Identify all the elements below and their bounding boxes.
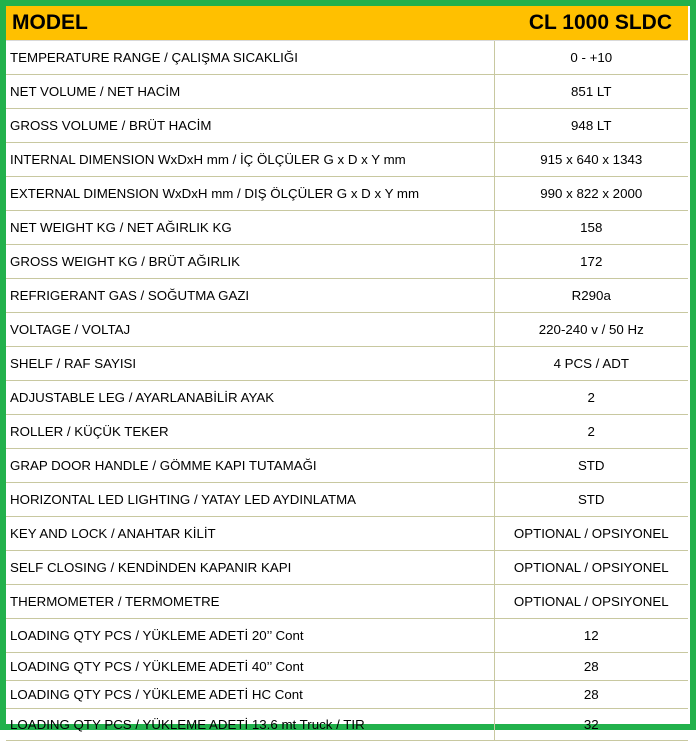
table-row: [6, 143, 688, 177]
spec-label: ADJUSTABLE LEG / AYARLANABİLİR AYAK: [6, 381, 494, 415]
table-row: [6, 483, 688, 517]
spec-label: LOADING QTY PCS / YÜKLEME ADETİ 40’’ Cont: [6, 653, 494, 681]
spec-label: INTERNAL DIMENSION WxDxH mm / İÇ ÖLÇÜLER G x D x Y mm: [6, 143, 494, 177]
table-row: [6, 517, 688, 551]
spec-value: OPTIONAL / OPSIYONEL: [494, 517, 688, 551]
spec-value: 28: [494, 681, 688, 709]
spec-table: [6, 6, 688, 741]
header-row: [6, 6, 688, 41]
spec-value: 4 PCS / ADT: [494, 347, 688, 381]
table-row: [6, 347, 688, 381]
spec-value: 948 LT: [494, 109, 688, 143]
spec-value: R290a: [494, 279, 688, 313]
spec-label: EXTERNAL DIMENSION WxDxH mm / DIŞ ÖLÇÜLER G x D x Y mm: [6, 177, 494, 211]
spec-label: NET VOLUME / NET HACİM: [6, 75, 494, 109]
spec-value: STD: [494, 449, 688, 483]
spec-value: 12: [494, 619, 688, 653]
spec-value: 2: [494, 381, 688, 415]
table-row: [6, 245, 688, 279]
table-row: [6, 681, 688, 709]
table-row: [6, 653, 688, 681]
spec-label: LOADING QTY PCS / YÜKLEME ADETİ HC Cont: [6, 681, 494, 709]
spec-value: 851 LT: [494, 75, 688, 109]
spec-value: STD: [494, 483, 688, 517]
spec-label: THERMOMETER / TERMOMETRE: [6, 585, 494, 619]
spec-label: SHELF / RAF SAYISI: [6, 347, 494, 381]
table-row: [6, 41, 688, 75]
spec-label: HORIZONTAL LED LIGHTING / YATAY LED AYDINLATMA: [6, 483, 494, 517]
spec-label: REFRIGERANT GAS / SOĞUTMA GAZI: [6, 279, 494, 313]
table-row: [6, 415, 688, 449]
spec-value: 28: [494, 653, 688, 681]
spec-value: 32: [494, 709, 688, 741]
spec-value: OPTIONAL / OPSIYONEL: [494, 551, 688, 585]
spec-label: VOLTAGE / VOLTAJ: [6, 313, 494, 347]
spec-label: SELF CLOSING / KENDİNDEN KAPANIR KAPI: [6, 551, 494, 585]
spec-value: OPTIONAL / OPSIYONEL: [494, 585, 688, 619]
table-row: [6, 75, 688, 109]
table-row: [6, 313, 688, 347]
spec-value: 0 - +10: [494, 41, 688, 75]
table-row: [6, 211, 688, 245]
spec-value: 158: [494, 211, 688, 245]
model-label: MODEL: [6, 6, 494, 41]
spec-value: 220-240 v / 50 Hz: [494, 313, 688, 347]
table-row: [6, 449, 688, 483]
table-row: [6, 109, 688, 143]
spec-value: 915 x 640 x 1343: [494, 143, 688, 177]
model-value: CL 1000 SLDC: [494, 6, 688, 41]
table-row: [6, 585, 688, 619]
spec-label: NET WEIGHT KG / NET AĞIRLIK KG: [6, 211, 494, 245]
table-row: [6, 551, 688, 585]
table-row: [6, 619, 688, 653]
table-row: [6, 177, 688, 211]
spec-value: 990 x 822 x 2000: [494, 177, 688, 211]
spec-label: LOADING QTY PCS / YÜKLEME ADETİ 20’’ Cont: [6, 619, 494, 653]
spec-value: 2: [494, 415, 688, 449]
spec-label: GROSS VOLUME / BRÜT HACİM: [6, 109, 494, 143]
spec-label: KEY AND LOCK / ANAHTAR KİLİT: [6, 517, 494, 551]
spec-label: TEMPERATURE RANGE / ÇALIŞMA SICAKLIĞI: [6, 41, 494, 75]
spec-value: 172: [494, 245, 688, 279]
table-row: [6, 279, 688, 313]
spec-label: GROSS WEIGHT KG / BRÜT AĞIRLIK: [6, 245, 494, 279]
table-row: [6, 709, 688, 741]
spec-label: LOADING QTY PCS / YÜKLEME ADETİ 13.6 mt Truck / TIR: [6, 709, 494, 741]
spec-label: GRAP DOOR HANDLE / GÖMME KAPI TUTAMAĞI: [6, 449, 494, 483]
spec-label: ROLLER / KÜÇÜK TEKER: [6, 415, 494, 449]
table-row: [6, 381, 688, 415]
spec-rows: [6, 41, 688, 741]
